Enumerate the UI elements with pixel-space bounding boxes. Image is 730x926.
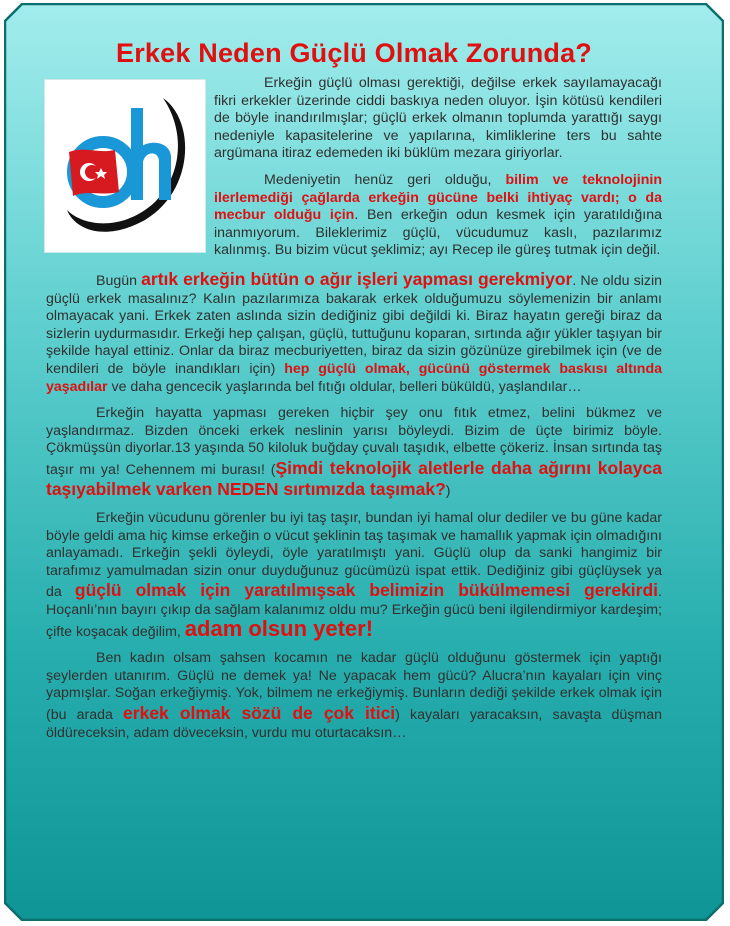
page-title: Erkek Neden Güçlü Olmak Zorunda? xyxy=(115,38,592,68)
dh-logo-icon xyxy=(44,79,206,253)
paragraph xyxy=(46,405,662,501)
paragraph xyxy=(46,650,662,742)
body-text: . Hoçanlı’nın bayırı çıkıp da sağlam kalanımız oldu mu? Erkeğin gücü beni ilgilendirmiyor kardeşim; çifte koşacak değilim, xyxy=(46,584,662,640)
highlighted-text: hep güçlü olmak, gücünü göstermek baskısı altında yaşadılar xyxy=(46,360,662,395)
highlighted-text: adam olsun yeter! xyxy=(184,615,374,641)
highlighted-text: Şimdi teknolojik aletlerle daha ağırını kolayca taşıyabilmek varken NEDEN sırtımızda taşımak? xyxy=(46,457,662,500)
body-text: Erkeğin hayatta yapması gereken hiçbir şey onu fıtık etmez, belini bükmez ve yaşlandırmaz. Bizden önceki erkek neslinin yarısı böyleydi. Bizim de üçte birimiz böyle. Çökmüşsün diyorlar.13 yaşında 50 kiloluk buğday çuvalı taşıdık, elbette çökeriz. İnsan sırtında taş taşır mı ya! Cehennem mi burası! ( xyxy=(46,405,662,478)
body-text: Bugün xyxy=(96,272,142,289)
highlighted-text: bilim ve teknolojinin ilerlemediği çağlarda erkeğin gücüne belki ihtiyaç vardı; o da mecbur olduğu için xyxy=(214,171,662,224)
paragraph xyxy=(46,510,662,641)
article xyxy=(46,38,662,751)
highlighted-text: erkek olmak sözü de çok itici xyxy=(123,703,396,723)
body-text: . Ben erkeğin odun kesmek için yaratıldığına inanmıyorum. Bileklerimiz güçlü, vücudumuz kaslı, pazılarımız kalınmış. Bu bizim vücut şeklimiz; ayı Recep ile güreş tutmak için değil. xyxy=(214,207,662,259)
body-text: ) kayaları yaracaksın, savaşta düşman öldüreceksin, adam döveceksin, vurdu mu oturtacaksın… xyxy=(46,707,662,741)
body-text: Erkeğin güçlü olması gerektiği, değilse erkek sayılamayacağı fikri erkekler üzerinde ciddi baskıya neden oluyor. İşin kötüsü kendileri de böyle inandırılmışlar; güçlü erkek olmanın toplumda yarattığı saygı nedeniyle kapasitelerine ve yapılarına, kimliklerine ters bu sahte argümana itiraz edemeden iki büklüm mezara giriyorlar. xyxy=(214,75,662,162)
highlighted-text: güçlü olmak için yaratılmışsak belimizin bükülmemesi gerekirdi xyxy=(74,580,659,601)
paragraph xyxy=(46,269,662,396)
body-text: ) xyxy=(445,483,451,500)
body-text: ve daha gencecik yaşlarında bel fıtığı oldular, belleri büküldü, yaşlandılar… xyxy=(107,378,582,395)
body-text: Medeniyetin henüz geri olduğu, xyxy=(264,171,506,188)
body-text: . Ne oldu sizin güçlü erkek masalınız? Kalın pazılarımıza bakarak erkek olduğumuzu söylemenizin bir anlamı olmayacak yani. Erkek zaten aslında sizin dediğiniz gibi değildi ki. Biraz hayatın gereği biraz da sizlerin uydurmasıdır. Erkeği hep çalışan, güçlü, tuttuğunu koparan, sırtında ağır yükler taşıyan bir şekilde hayal ettiniz. Onlar da biraz mecburiyetten, biraz da sizin gözünüze girebilmek için (ve de kendileri de böyle inandıkları için) xyxy=(46,272,662,377)
highlighted-text: artık erkeğin bütün o ağır işleri yapması gerekmiyor xyxy=(141,268,573,289)
body-text: Ben kadın olsam şahsen kocamın ne kadar güçlü olduğunu göstermek için yaptığı şeylerden utanırım. Güçlü ne demek ya! Ne yapacak hem gücü? Alucra’nın kayaları için vinç yapmışlar. Soğan erkeğiymiş. Yok, bilmem ne erkeğiymiş. Bunların dediği şekilde erkek olmak için (bu arada xyxy=(46,650,662,723)
body-text: Erkeğin vücudunu görenler bu iyi taş taşır, bundan iyi hamal olur dediler ve bu güne kadar böyle geldi ama hiç kimse erkeğin o vücut şeklinin taş taşımak ve hamallık yapmak için olmadığını anlayamadı. Erkeğin şekli öyleydi, öyle yaratılmıştı yani. Güçlü olup da sanki hangimiz bir tarafımız yamulmadan sizin onur duyduğunuz gücümüzü ispat ettik. Dediğiniz gibi güçlüysek ya da xyxy=(46,510,662,601)
